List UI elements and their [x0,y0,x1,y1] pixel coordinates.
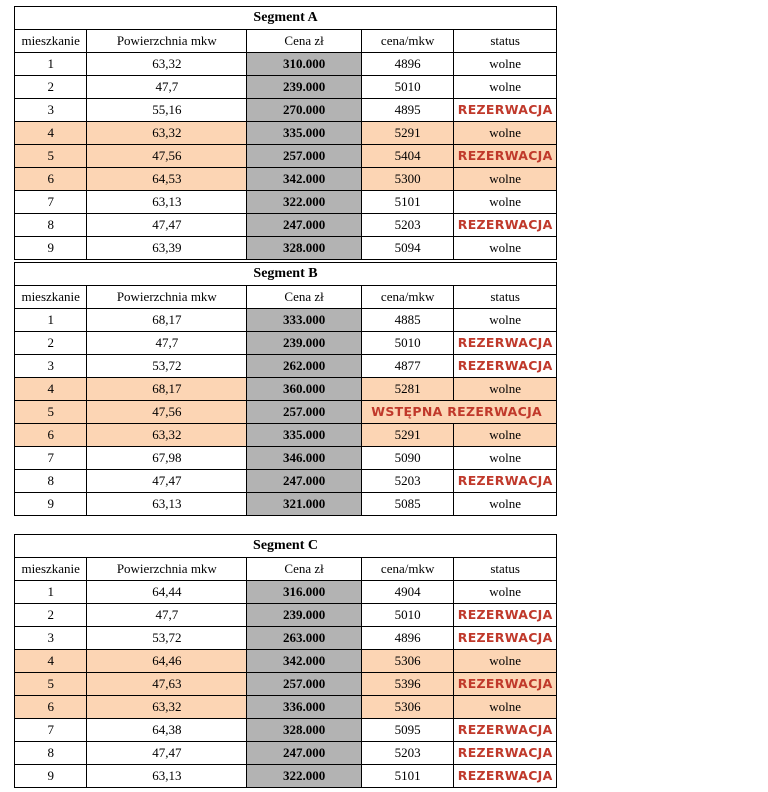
area-cell: 63,32 [87,696,247,719]
status-cell: REZERWACJA [454,742,557,765]
price-per-m2-cell: 4896 [361,627,454,650]
price-cell: 263.000 [247,627,362,650]
apartment-number: 9 [15,237,87,260]
price-cell: 342.000 [247,650,362,673]
apartment-number: 9 [15,765,87,788]
price-cell: 328.000 [247,237,362,260]
price-cell: 342.000 [247,168,362,191]
status-cell: REZERWACJA [454,470,557,493]
area-cell: 67,98 [87,447,247,470]
segment-title: Segment B [15,263,557,286]
status-cell: wolne [454,168,557,191]
apartment-number: 3 [15,627,87,650]
apartment-number: 2 [15,332,87,355]
area-cell: 47,7 [87,76,247,99]
segment-title-row [15,535,557,558]
price-per-m2-cell: 5291 [361,424,454,447]
price-per-m2-cell: 4885 [361,309,454,332]
price-per-m2-cell: 5203 [361,742,454,765]
area-cell: 47,56 [87,145,247,168]
apartment-number: 7 [15,191,87,214]
price-cell: 346.000 [247,447,362,470]
status-cell: REZERWACJA [454,765,557,788]
apartment-number: 2 [15,604,87,627]
table-row [15,53,557,76]
price-cell: 247.000 [247,470,362,493]
header-row [15,558,557,581]
apartment-number: 4 [15,122,87,145]
area-cell: 47,7 [87,604,247,627]
status-cell: wolne [454,76,557,99]
table-row [15,214,557,237]
area-cell: 63,13 [87,191,247,214]
table-row [15,604,557,627]
price-per-m2-cell: 4896 [361,53,454,76]
price-per-m2-cell: 5203 [361,214,454,237]
status-cell: REZERWACJA [454,719,557,742]
price-cell: 310.000 [247,53,362,76]
table-row [15,99,557,122]
status-cell: wolne [454,696,557,719]
column-header: cena/mkw [361,558,454,581]
area-cell: 47,47 [87,742,247,765]
column-header: Cena zł [247,286,362,309]
table-row [15,401,557,424]
status-cell: wolne [454,581,557,604]
price-per-m2-cell: 5203 [361,470,454,493]
area-cell: 68,17 [87,309,247,332]
apartment-number: 1 [15,309,87,332]
price-per-m2-cell: 5095 [361,719,454,742]
area-cell: 63,32 [87,53,247,76]
price-cell: 321.000 [247,493,362,516]
area-cell: 63,13 [87,493,247,516]
area-cell: 47,47 [87,214,247,237]
segment-title: Segment C [15,535,557,558]
column-header: mieszkanie [15,286,87,309]
price-cell: 336.000 [247,696,362,719]
table-row [15,191,557,214]
price-cell: 257.000 [247,145,362,168]
area-cell: 63,39 [87,237,247,260]
apartment-number: 3 [15,99,87,122]
table-row [15,76,557,99]
header-row [15,286,557,309]
price-per-m2-cell: 5404 [361,145,454,168]
apartment-number: 1 [15,581,87,604]
price-per-m2-cell: 5010 [361,76,454,99]
apartment-number: 5 [15,401,87,424]
price-per-m2-cell: 5090 [361,447,454,470]
price-cell: 335.000 [247,424,362,447]
area-cell: 63,32 [87,424,247,447]
area-cell: 47,63 [87,673,247,696]
price-cell: 333.000 [247,309,362,332]
area-cell: 47,47 [87,470,247,493]
table-row [15,355,557,378]
price-per-m2-cell: 5306 [361,650,454,673]
price-cell: 239.000 [247,332,362,355]
price-cell: 360.000 [247,378,362,401]
price-cell: 239.000 [247,604,362,627]
price-cell: 328.000 [247,719,362,742]
status-cell: wolne [454,378,557,401]
status-cell: wolne [454,309,557,332]
price-cell: 262.000 [247,355,362,378]
status-cell: REZERWACJA [454,355,557,378]
status-cell: wolne [454,237,557,260]
price-per-m2-cell: 5306 [361,696,454,719]
column-header: cena/mkw [361,30,454,53]
apartment-number: 7 [15,447,87,470]
table-row [15,719,557,742]
price-per-m2-cell: 4904 [361,581,454,604]
apartment-number: 6 [15,168,87,191]
price-per-m2-cell: 5094 [361,237,454,260]
column-header: status [454,558,557,581]
column-header: Powierzchnia mkw [87,558,247,581]
status-cell: REZERWACJA [454,332,557,355]
status-cell: wolne [454,424,557,447]
table-row [15,309,557,332]
area-cell: 53,72 [87,355,247,378]
status-cell: REZERWACJA [454,604,557,627]
apartment-number: 8 [15,214,87,237]
price-per-m2-cell: 4895 [361,99,454,122]
price-per-m2-cell: 5291 [361,122,454,145]
segment-b-table [14,262,557,516]
column-header: status [454,286,557,309]
price-per-m2-cell: 5101 [361,765,454,788]
column-header: Powierzchnia mkw [87,30,247,53]
table-row [15,378,557,401]
table-row [15,765,557,788]
price-per-m2-cell: 5085 [361,493,454,516]
apartment-number: 8 [15,470,87,493]
price-per-m2-cell: 5396 [361,673,454,696]
table-row [15,424,557,447]
area-cell: 64,44 [87,581,247,604]
apartment-number: 9 [15,493,87,516]
area-cell: 63,32 [87,122,247,145]
price-per-m2-cell: 5281 [361,378,454,401]
price-per-m2-cell: 4877 [361,355,454,378]
status-cell: wolne [454,191,557,214]
column-header: Cena zł [247,30,362,53]
apartment-number: 7 [15,719,87,742]
apartment-number: 3 [15,355,87,378]
status-cell: REZERWACJA [454,627,557,650]
price-per-m2-cell: 5010 [361,604,454,627]
status-cell: wolne [454,447,557,470]
table-row [15,696,557,719]
price-cell: 239.000 [247,76,362,99]
column-header: mieszkanie [15,30,87,53]
price-cell: 316.000 [247,581,362,604]
table-row [15,627,557,650]
area-cell: 68,17 [87,378,247,401]
table-row [15,122,557,145]
table-row [15,493,557,516]
area-cell: 64,53 [87,168,247,191]
apartment-number: 4 [15,378,87,401]
price-cell: 257.000 [247,401,362,424]
status-cell: wolne [454,122,557,145]
table-row [15,470,557,493]
area-cell: 63,13 [87,765,247,788]
status-cell: wolne [454,650,557,673]
table-row [15,168,557,191]
segment-c-table [14,534,557,788]
apartment-number: 8 [15,742,87,765]
header-row [15,30,557,53]
table-row [15,145,557,168]
segment-a-table [14,6,557,260]
price-per-m2-cell: 5101 [361,191,454,214]
area-cell: 47,56 [87,401,247,424]
table-row [15,332,557,355]
status-cell: wolne [454,53,557,76]
price-cell: 257.000 [247,673,362,696]
apartment-number: 6 [15,424,87,447]
status-cell: REZERWACJA [454,214,557,237]
apartment-number: 4 [15,650,87,673]
table-row [15,581,557,604]
area-cell: 64,46 [87,650,247,673]
price-cell: 247.000 [247,214,362,237]
segment-title-row [15,7,557,30]
status-cell: wolne [454,493,557,516]
table-row [15,650,557,673]
column-header: Cena zł [247,558,362,581]
apartment-number: 5 [15,673,87,696]
price-cell: 335.000 [247,122,362,145]
area-cell: 64,38 [87,719,247,742]
segment-title-row [15,263,557,286]
table-row [15,742,557,765]
column-header: cena/mkw [361,286,454,309]
status-cell: REZERWACJA [454,99,557,122]
area-cell: 55,16 [87,99,247,122]
price-per-m2-cell: 5010 [361,332,454,355]
apartment-number: 6 [15,696,87,719]
segment-title: Segment A [15,7,557,30]
column-header: Powierzchnia mkw [87,286,247,309]
apartment-number: 1 [15,53,87,76]
status-cell: WSTĘPNA REZERWACJA [361,401,556,424]
area-cell: 53,72 [87,627,247,650]
table-row [15,237,557,260]
price-cell: 270.000 [247,99,362,122]
apartment-number: 5 [15,145,87,168]
price-cell: 322.000 [247,191,362,214]
price-cell: 322.000 [247,765,362,788]
status-cell: REZERWACJA [454,673,557,696]
price-cell: 247.000 [247,742,362,765]
price-per-m2-cell: 5300 [361,168,454,191]
status-cell: REZERWACJA [454,145,557,168]
table-row [15,673,557,696]
area-cell: 47,7 [87,332,247,355]
table-row [15,447,557,470]
column-header: mieszkanie [15,558,87,581]
column-header: status [454,30,557,53]
apartment-number: 2 [15,76,87,99]
